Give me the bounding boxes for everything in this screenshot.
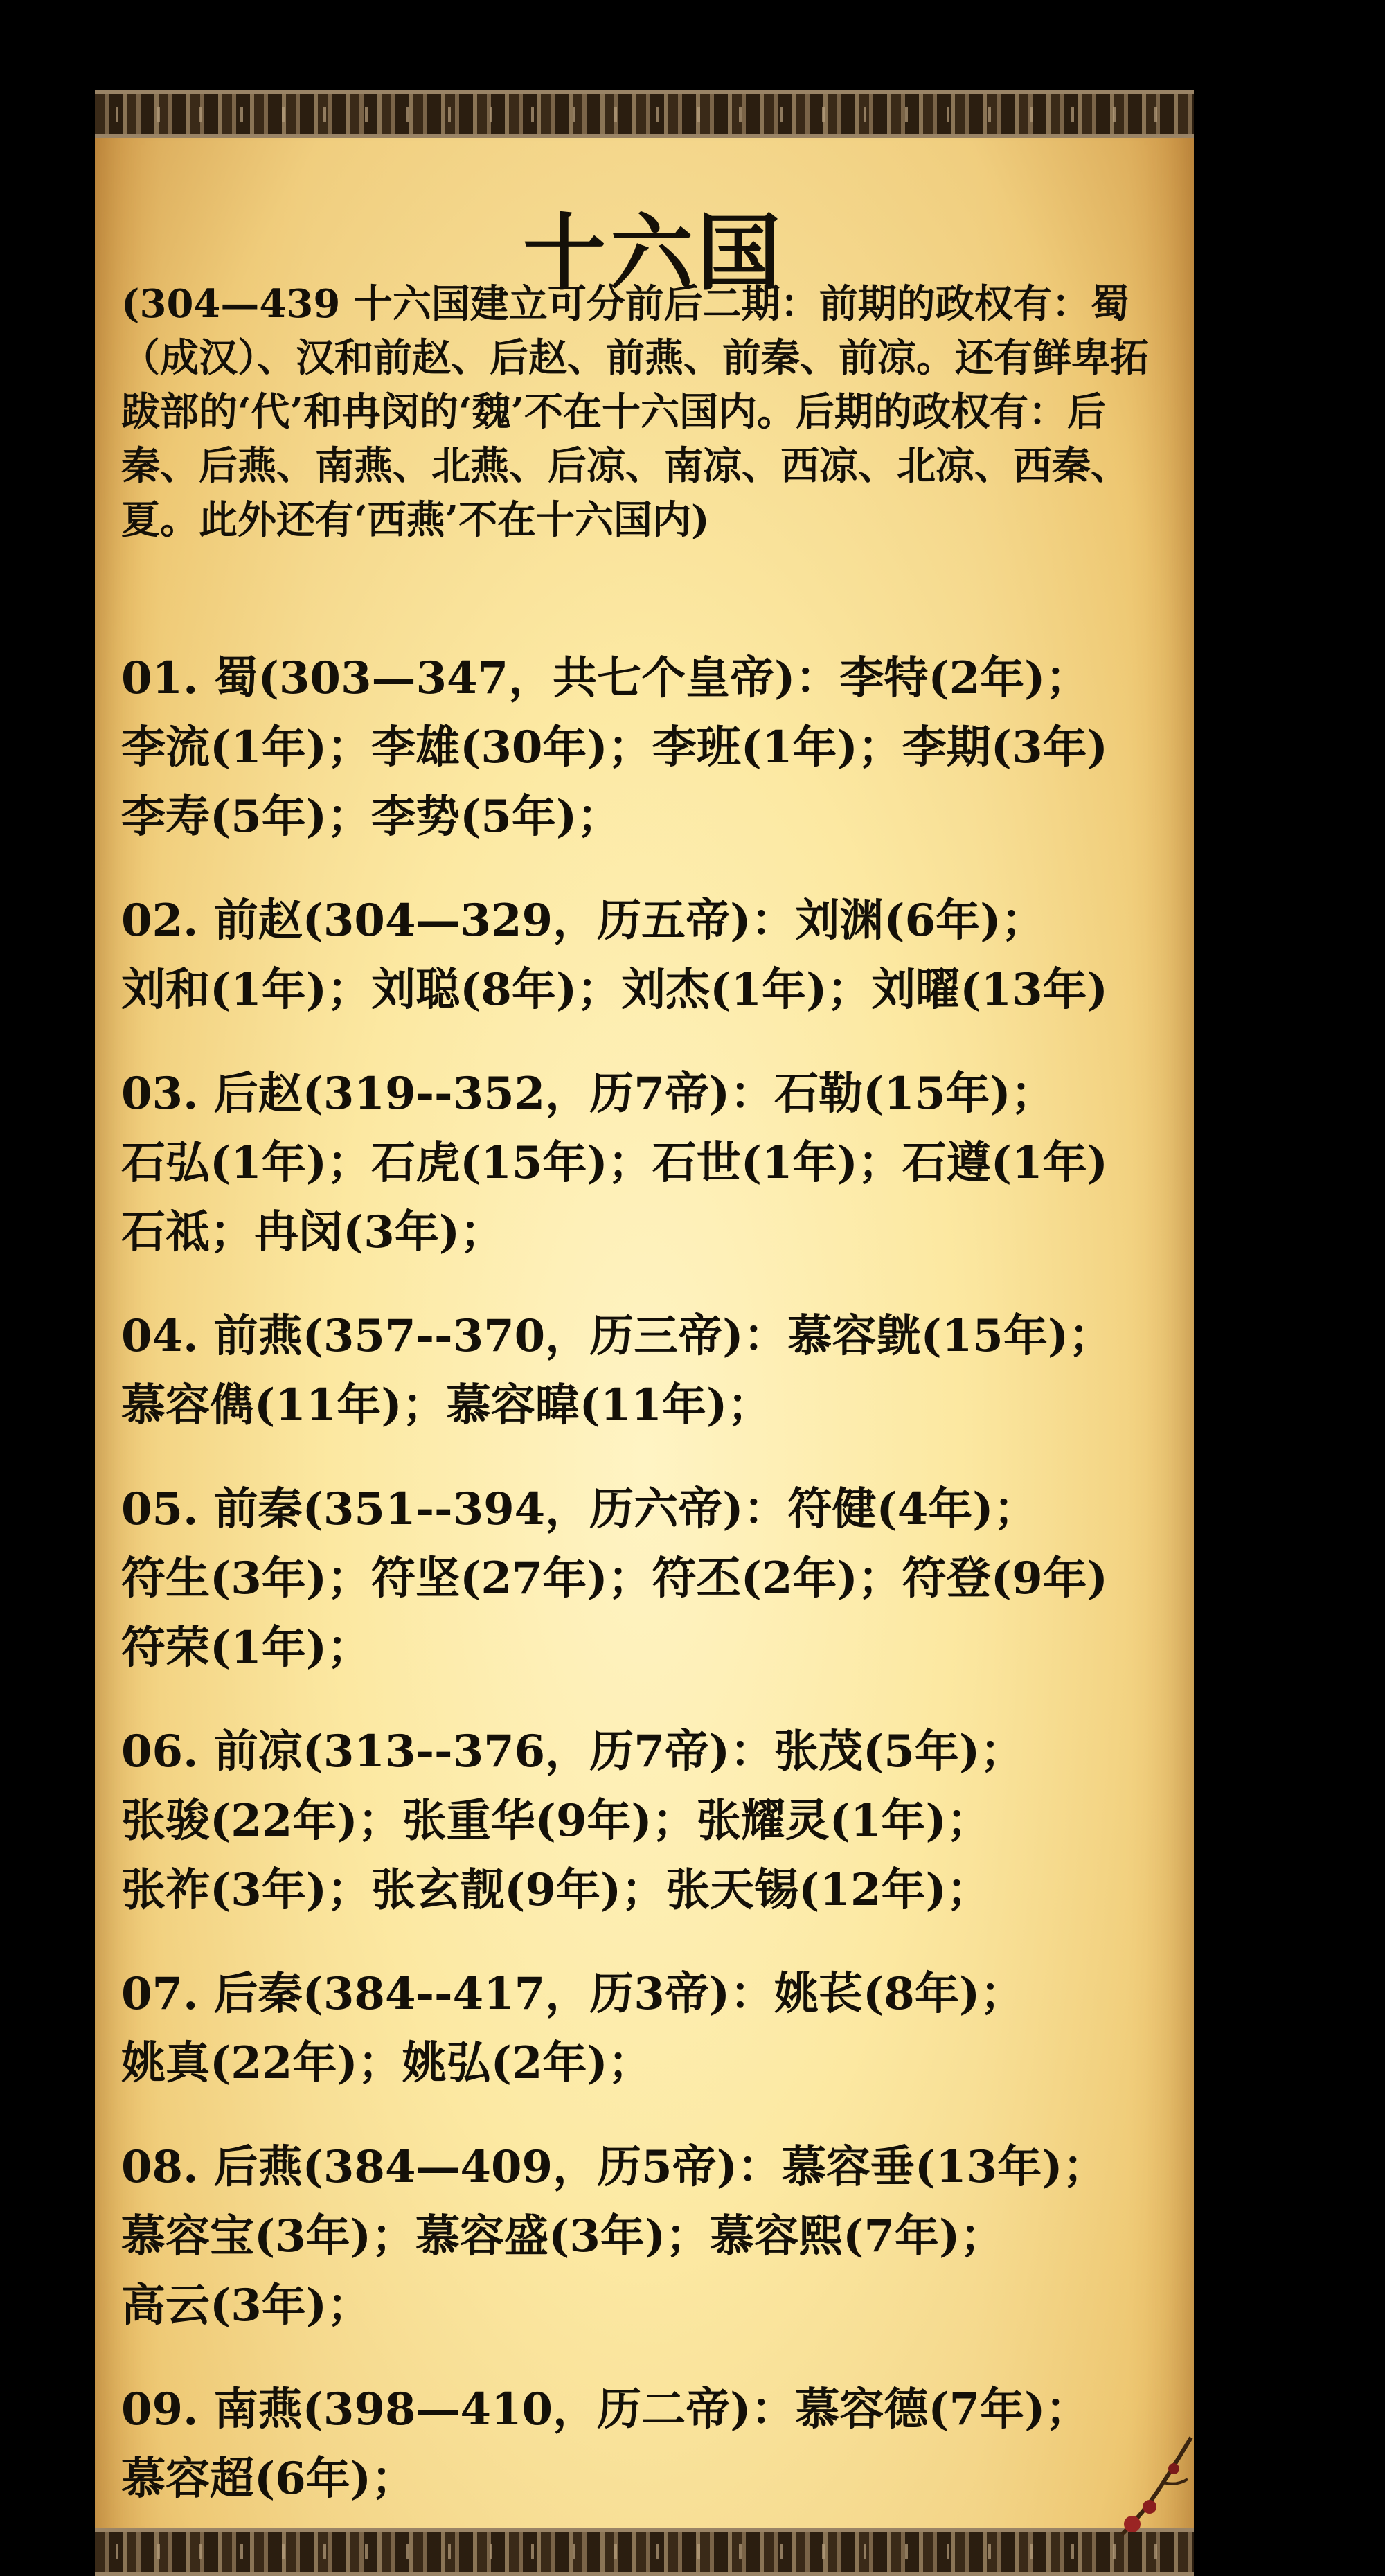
entry-07-hou-qin xyxy=(121,1960,1208,2098)
entry-line: 李流(1年)；李雄(30年)；李班(1年)；李期(3年) xyxy=(121,722,1108,773)
entry-line: 08. 后燕(384—409，历5帝)：慕容垂(13年)； xyxy=(121,2141,1107,2193)
entry-09-nan-yan xyxy=(121,2375,1208,2514)
entry-line: 符荣(1年)； xyxy=(121,1622,372,1674)
entry-line: 07. 后秦(384--417，历3帝)：姚苌(8年)； xyxy=(121,1968,1025,2020)
entry-line: 符生(3年)；符坚(27年)；符丕(2年)；符登(9年) xyxy=(121,1553,1108,1604)
entry-line: 慕容宝(3年)；慕容盛(3年)；慕容熙(7年)； xyxy=(121,2210,1005,2262)
intro-paragraph: (304—439 十六国建立可分前后二期：前期的政权有：蜀（成汉）、汉和前赵、后赵、前燕、前秦、前凉。还有鲜卑拓跋部的‘代’和冉闵的‘魏’不在十六国内。后期的政权有：后秦、后燕、南燕、北燕、后凉、南凉、西凉、北凉、西秦、夏。此外还有‘西燕’不在十六国内) xyxy=(121,281,1149,543)
entry-line: 05. 前秦(351--394，历六帝)：符健(4年)； xyxy=(121,1483,1038,1535)
entry-05-qian-qin xyxy=(121,1475,1208,1683)
entry-line: 张骏(22年)；张重华(9年)；张耀灵(1年)； xyxy=(121,1795,991,1847)
entry-line: 慕容儁(11年)；慕容暐(11年)； xyxy=(121,1379,772,1431)
entry-line: 01. 蜀(303—347，共七个皇帝)：李特(2年)； xyxy=(121,652,1090,704)
entry-line: 石祗；冉闵(3年)； xyxy=(121,1206,505,1258)
entry-04-qian-yan xyxy=(121,1302,1208,1440)
entry-line: 04. 前燕(357--370，历三帝)：慕容皝(15年)； xyxy=(121,1310,1114,1362)
entry-08-hou-yan xyxy=(121,2133,1208,2341)
entry-line: 高云(3年)； xyxy=(121,2280,372,2332)
entry-line: 石弘(1年)；石虎(15年)；石世(1年)；石遵(1年) xyxy=(121,1137,1108,1189)
entry-line: 09. 南燕(398—410，历二帝)：慕容德(7年)； xyxy=(121,2383,1090,2435)
entry-02-qian-zhao xyxy=(121,886,1208,1025)
document-title: 十六国 xyxy=(523,204,785,302)
entry-line: 02. 前赵(304—329，历五帝)：刘渊(6年)； xyxy=(121,895,1046,947)
entry-03-hou-zhao xyxy=(121,1059,1208,1267)
entry-line: 03. 后赵(319--352，历7帝)：石勒(15年)； xyxy=(121,1068,1055,1120)
entry-line: 李寿(5年)；李势(5年)； xyxy=(121,791,622,843)
entry-06-qian-liang xyxy=(121,1717,1208,1925)
scroll-top-border xyxy=(95,90,1194,138)
entry-line: 张祚(3年)；张玄靓(9年)；张天锡(12年)； xyxy=(121,1864,991,1916)
entry-01-shu xyxy=(121,644,1208,852)
entry-line: 06. 前凉(313--376，历7帝)：张茂(5年)； xyxy=(121,1726,1025,1778)
scroll-bottom-border xyxy=(95,2528,1194,2576)
entry-line: 刘和(1年)；刘聪(8年)；刘杰(1年)；刘曜(13年) xyxy=(121,964,1108,1016)
entry-line: 姚真(22年)；姚弘(2年)； xyxy=(121,2037,652,2089)
entry-line: 慕容超(6年)； xyxy=(121,2453,416,2505)
